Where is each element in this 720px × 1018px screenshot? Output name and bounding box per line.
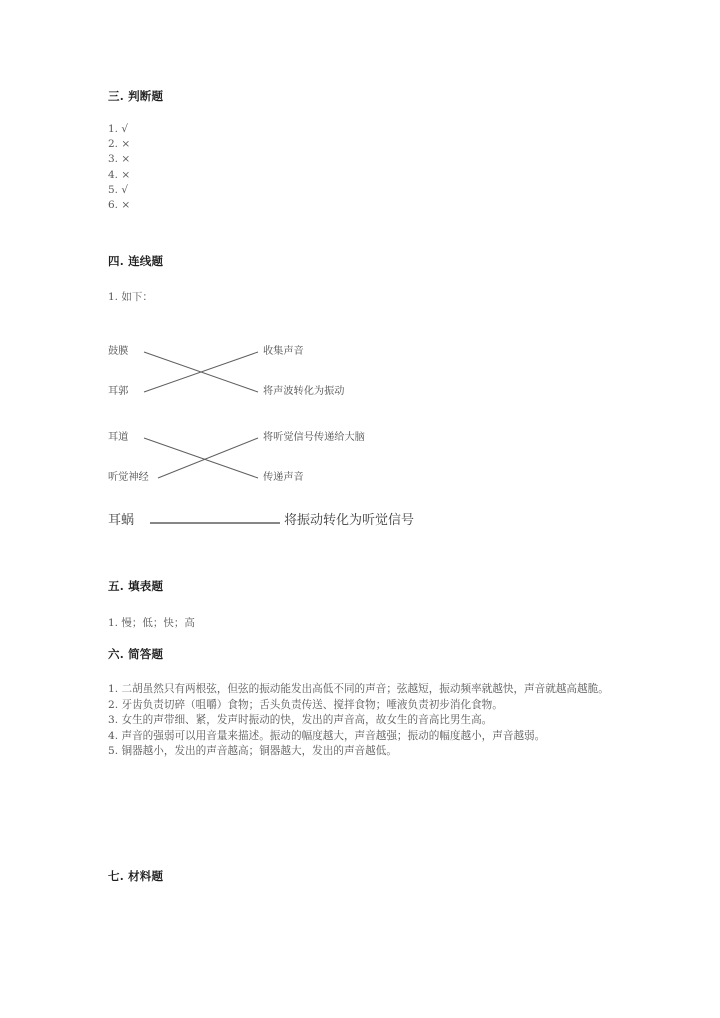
section-heading-matching: 四. 连线题 (108, 254, 164, 268)
short-answer-list (108, 682, 612, 760)
matching-left-term-tingjueshenjing[interactable]: 听觉神经 (108, 472, 149, 483)
list-item: 6. × (108, 199, 131, 212)
section-heading-material: 七. 材料题 (108, 869, 164, 883)
matching-left-term-erwo[interactable]: 耳蜗 (108, 513, 135, 528)
list-item: 5. 铜器越小，发出的声音越高；铜器越大，发出的声音越低。 (108, 745, 397, 758)
section-heading-table-fill: 五. 填表题 (108, 579, 164, 593)
matching-right-term-vibration-to-signal[interactable]: 将振动转化为听觉信号 (284, 513, 415, 528)
matching-right-term-transmit-sound[interactable]: 传递声音 (263, 472, 304, 483)
section-true-false (108, 88, 163, 213)
matching-diagram (108, 338, 528, 553)
true-false-answer-list (108, 122, 163, 213)
section-table-fill (108, 578, 195, 632)
connector-line (144, 438, 258, 478)
list-item: 5. √ (108, 183, 129, 196)
list-item: 3. × (108, 153, 131, 166)
table-fill-answer: 1. 慢；低；快；高 (108, 617, 195, 629)
matching-right-term-collect-sound[interactable]: 收集声音 (263, 346, 304, 357)
section-material (108, 868, 163, 884)
matching-right-term-wave-to-vibration[interactable]: 将声波转化为振动 (263, 386, 345, 397)
connector-line (158, 438, 258, 478)
list-item: 2. 牙齿负责切碎（咀嚼）食物；舌头负责传送、搅拌食物；唾液负责初步消化食物。 (108, 698, 503, 711)
matching-left-term-erdao[interactable]: 耳道 (108, 432, 129, 443)
section-short-answer (108, 646, 612, 760)
list-item: 4. × (108, 168, 131, 181)
section-matching (108, 253, 163, 306)
matching-left-term-erguo[interactable]: 耳郭 (108, 386, 129, 397)
matching-left-term-gumo[interactable]: 鼓膜 (108, 346, 129, 357)
list-item: 2. × (108, 138, 131, 151)
list-item: 1. √ (108, 123, 129, 135)
section-heading-true-false: 三. 判断题 (108, 89, 164, 103)
list-item: 3. 女生的声带细、紧，发声时振动的快，发出的声音高，故女生的音高比男生高。 (108, 714, 493, 727)
section-heading-short-answer: 六. 简答题 (108, 647, 164, 661)
list-item: 4. 声音的强弱可以用音量来描述。振动的幅度越大，声音越强；振动的幅度越小，声音越弱。 (108, 729, 546, 742)
matching-intro-text: 1. 如下： (108, 291, 153, 303)
matching-right-term-signal-to-brain[interactable]: 将听觉信号传递给大脑 (263, 432, 365, 443)
list-item: 1. 二胡虽然只有两根弦，但弦的振动能发出高低不同的声音；弦越短，振动频率就越快，声音就越高越脆。 (108, 683, 609, 695)
